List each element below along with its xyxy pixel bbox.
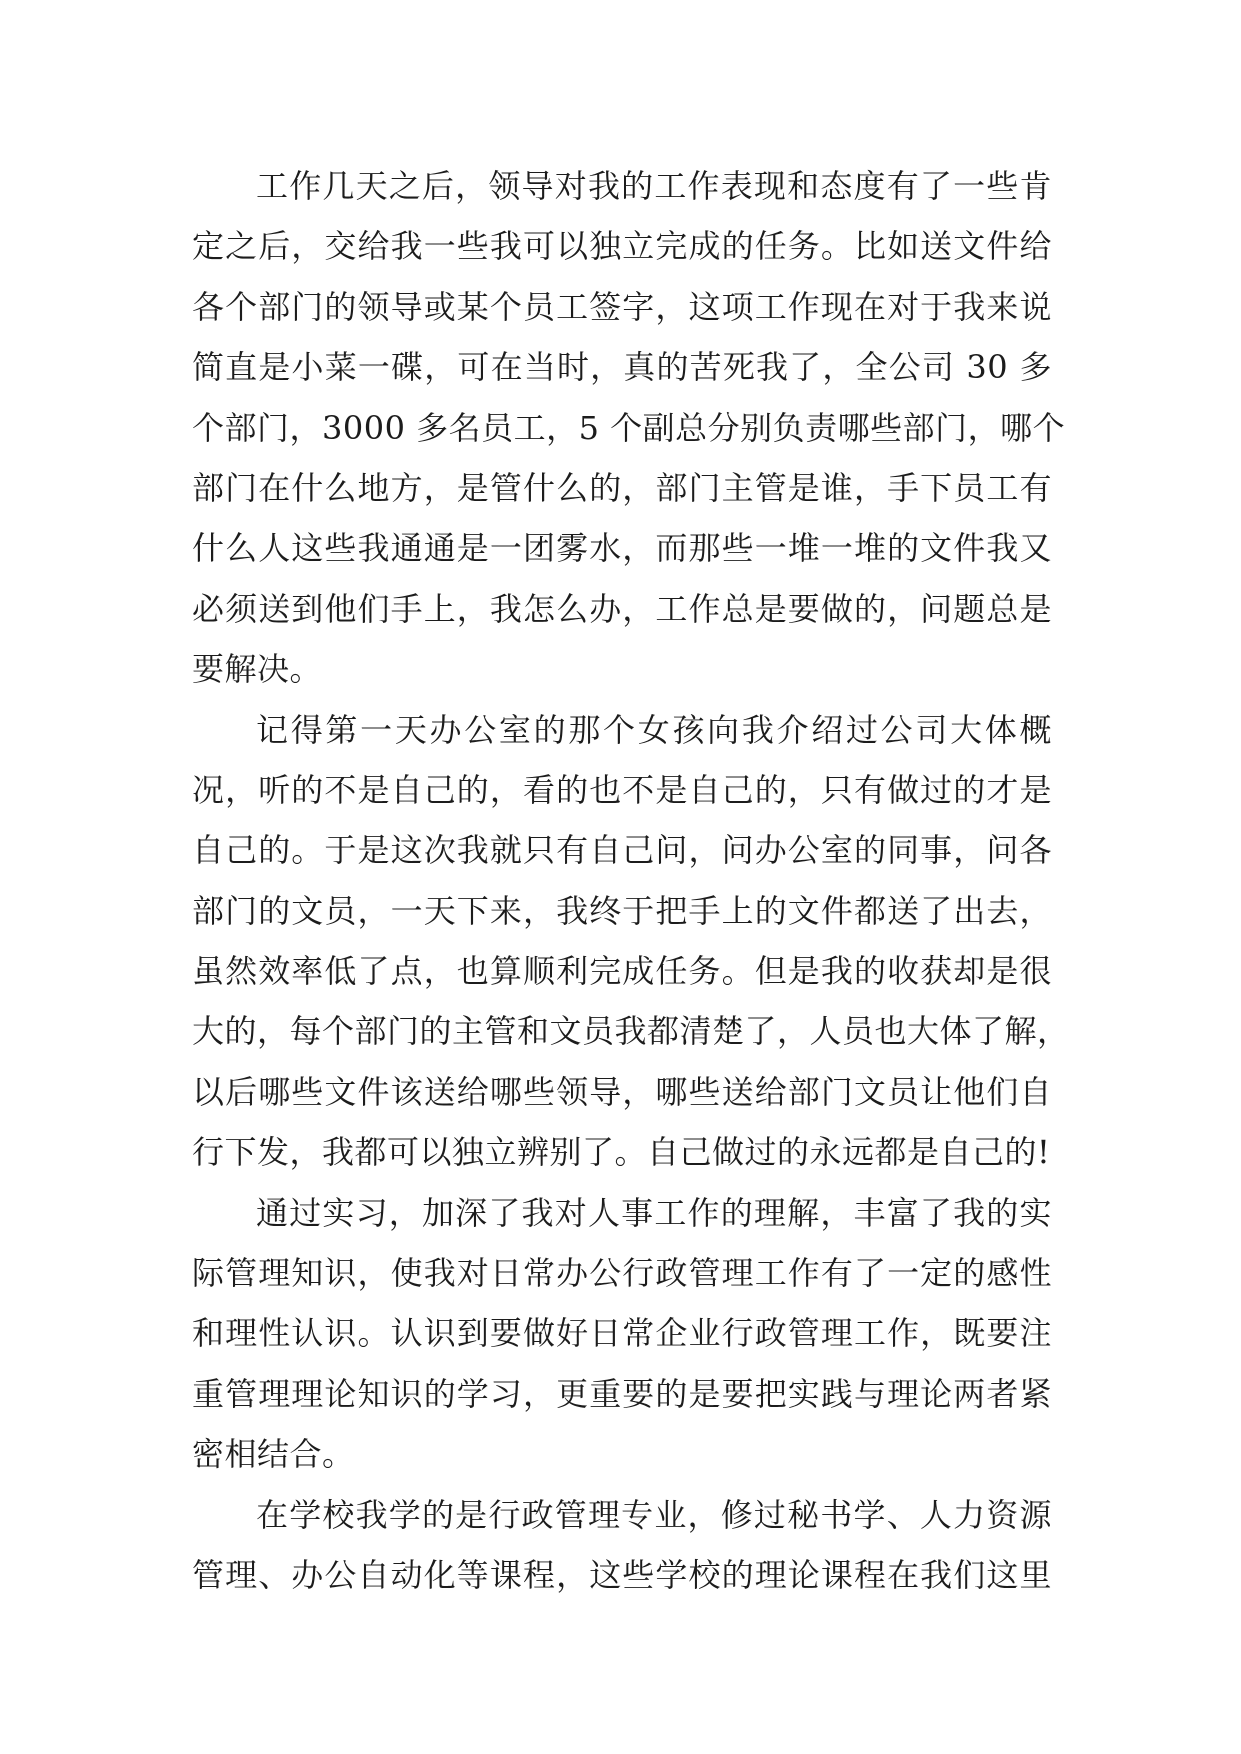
text-line: 重管理理论知识的学习，更重要的是要把实践与理论两者紧 (192, 1374, 1052, 1413)
text-line: 在学校我学的是行政管理专业，修过秘书学、人力资源 (256, 1495, 1052, 1534)
text-line: 简直是小菜一碟，可在当时，真的苦死我了，全公司 30 多 (192, 348, 1052, 387)
paragraph-2 (192, 700, 1070, 1183)
text-line: 工作几天之后，领导对我的工作表现和态度有了一些肯 (256, 167, 1052, 205)
text-line: 记得第一天办公室的那个女孩向我介绍过公司大体概 (256, 710, 1052, 749)
text-line: 大的，每个部门的主管和文员我都清楚了，人员也大体了解， (192, 1012, 1070, 1051)
text-line: 通过实习，加深了我对人事工作的理解，丰富了我的实 (256, 1193, 1052, 1232)
text-line: 以后哪些文件该送给哪些领导，哪些送给部门文员让他们自 (192, 1072, 1052, 1111)
text-line: 部门在什么地方，是管什么的，部门主管是谁，手下员工有 (192, 468, 1052, 507)
text-line: 行下发，我都可以独立辨别了。自己做过的永远都是自己的! (192, 1133, 1051, 1172)
text-line: 密相结合。 (192, 1435, 355, 1474)
text-line: 各个部门的领导或某个员工签字，这项工作现在对于我来说 (192, 287, 1052, 326)
text-line: 况，听的不是自己的，看的也不是自己的，只有做过的才是 (192, 770, 1052, 809)
text-line: 际管理知识，使我对日常办公行政管理工作有了一定的感性 (192, 1254, 1052, 1293)
text-line: 部门的文员，一天下来，我终于把手上的文件都送了出去， (192, 891, 1052, 930)
text-line: 个部门，3000 多名员工，5 个副总分别负责哪些部门，哪个 (192, 408, 1066, 447)
text-line: 要解决。 (192, 650, 323, 689)
text-line: 自己的。于是这次我就只有自己问，问办公室的同事，问各 (192, 831, 1052, 870)
document-body (192, 156, 1070, 1605)
text-line: 虽然效率低了点，也算顺利完成任务。但是我的收获却是很 (192, 952, 1052, 991)
paragraph-3 (192, 1183, 1052, 1485)
text-line: 和理性认识。认识到要做好日常企业行政管理工作，既要注 (192, 1314, 1052, 1353)
text-line: 定之后，交给我一些我可以独立完成的任务。比如送文件给 (192, 227, 1052, 266)
paragraph-1 (192, 156, 1066, 700)
text-line: 管理、办公自动化等课程，这些学校的理论课程在我们这里 (192, 1555, 1052, 1594)
text-line: 什么人这些我通通是一团雾水，而那些一堆一堆的文件我又 (192, 529, 1052, 568)
text-line: 必须送到他们手上，我怎么办，工作总是要做的，问题总是 (192, 589, 1052, 628)
paragraph-4 (192, 1485, 1052, 1606)
